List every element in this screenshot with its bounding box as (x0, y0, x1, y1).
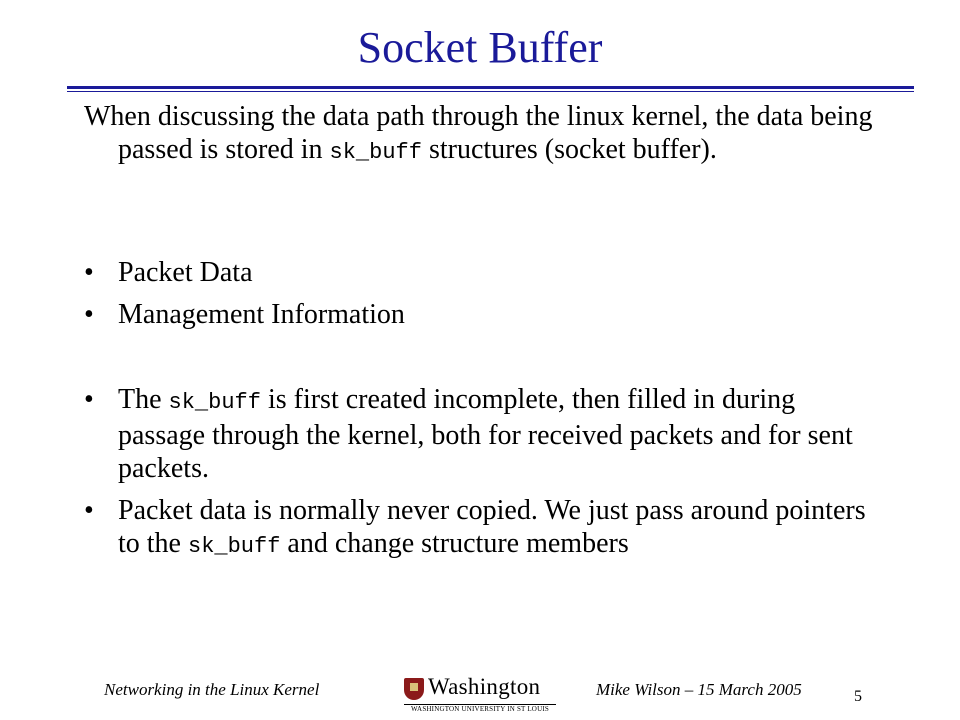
bullet-text (118, 383, 874, 485)
title-rule-thick (67, 86, 914, 89)
bullet-skbuff-created (84, 383, 874, 485)
washington-university-logo (404, 676, 556, 716)
bullet-code: sk_buff (168, 390, 261, 415)
slide-title: Socket Buffer (357, 23, 603, 72)
bullet-management-information (84, 298, 874, 331)
bullet-dot: • (84, 495, 94, 526)
bullet-packet-data (84, 256, 874, 289)
bullet-text: Packet Data (118, 257, 253, 288)
logo-wordmark: Washington (428, 674, 541, 699)
bullet-text (118, 494, 874, 563)
intro-code: sk_buff (329, 140, 422, 165)
footer-author-date: Mike Wilson – 15 March 2005 (596, 680, 802, 699)
intro-text-after: structures (socket buffer). (421, 134, 717, 165)
bullet-dot: • (84, 384, 94, 415)
intro-text-before: When discussing the data path through the linux kernel, the data being passed is stored in (84, 101, 873, 165)
intro-paragraph (84, 100, 898, 169)
bullet-text-before: The (118, 384, 169, 415)
bullet-dot: • (84, 299, 94, 330)
bullet-text-before: Packet data is normally never copied. We just pass around pointers to the (118, 495, 866, 559)
title-rule-thin (67, 91, 914, 92)
bullet-text-after: is first created incomplete, then filled in during passage through the kernel, both for received packets and for sent packets. (118, 384, 853, 484)
university-crest-icon (404, 678, 424, 700)
bullet-dot: • (84, 257, 94, 288)
bullet-packet-never-copied (84, 494, 874, 563)
bullet-code: sk_buff (188, 534, 281, 559)
bullet-text: Management Information (118, 299, 405, 330)
logo-subtitle: WASHINGTON UNIVERSITY IN ST LOUIS (411, 705, 549, 713)
page-number: 5 (854, 688, 862, 705)
bullet-text-after: and change structure members (280, 528, 629, 559)
footer-course-title: Networking in the Linux Kernel (104, 680, 320, 699)
